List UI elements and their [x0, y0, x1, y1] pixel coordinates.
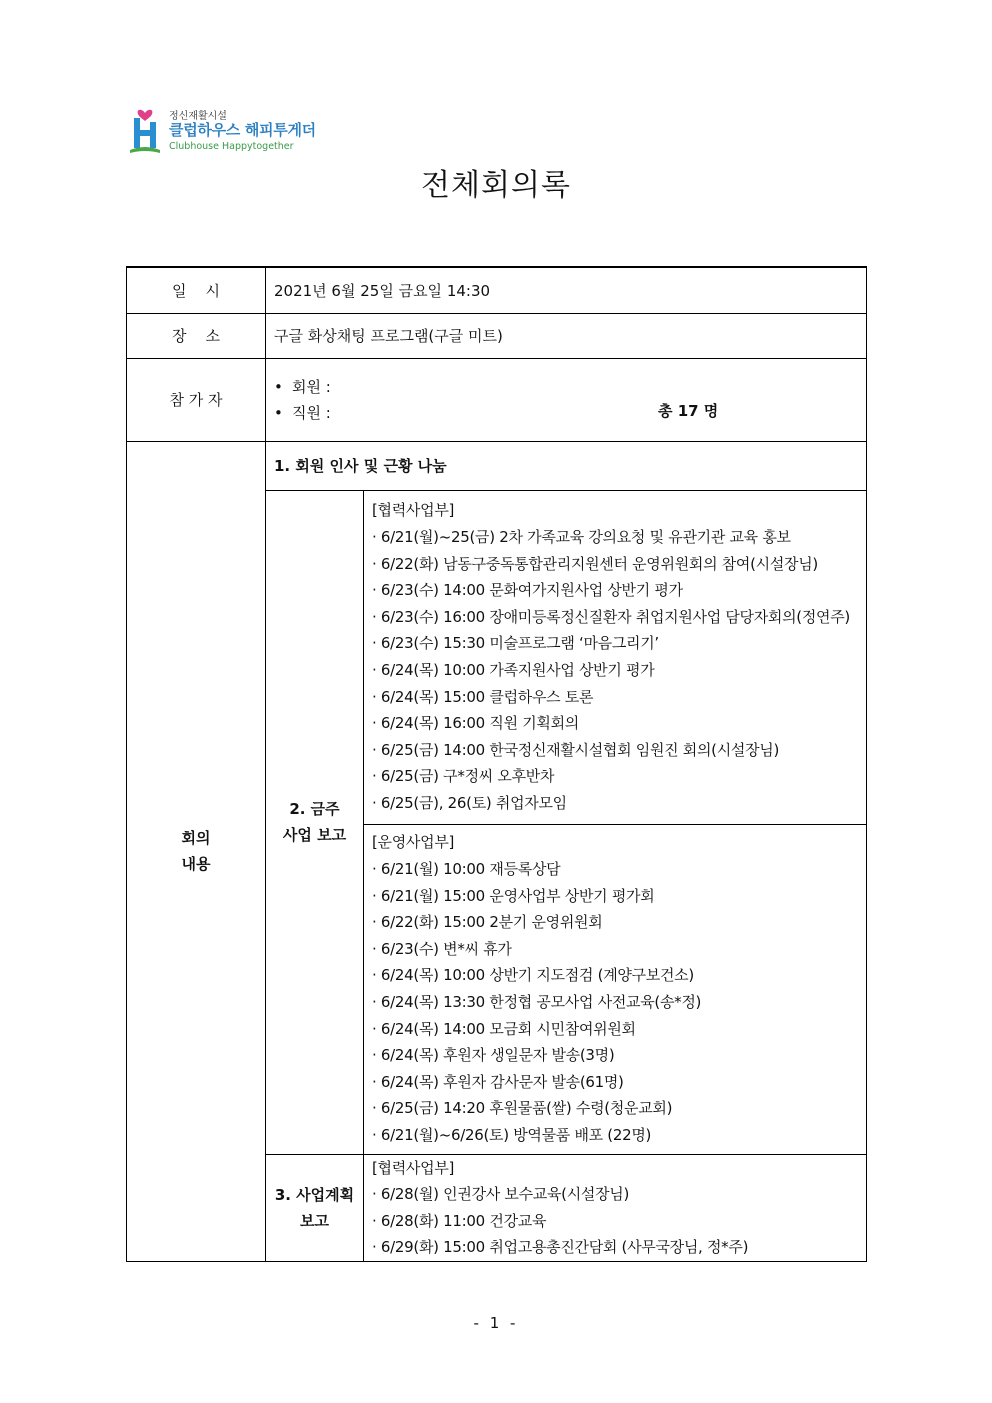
section-header: [운영사업부]: [372, 833, 455, 852]
attendees-value: [266, 358, 867, 441]
bullet-icon: •: [274, 403, 283, 422]
coop-item: · 6/21(월)~25(금) 2차 가족교육 강의요청 및 유관기관 교육 홍보: [372, 528, 791, 547]
ops-item: · 6/21(월) 10:00 재등록상담: [372, 860, 561, 879]
section-header: [협력사업부]: [372, 501, 455, 520]
date-label: [127, 267, 266, 313]
meeting-minutes-table: [126, 266, 867, 1262]
section3-label: [266, 1154, 364, 1261]
ops-item: · 6/25(금) 14:20 후원물품(쌀) 수령(청운교회): [372, 1099, 673, 1118]
coop-item: · 6/23(수) 16:00 장애미등록정신질환자 취업지원사업 담당자회의(정연주): [372, 607, 850, 626]
ops-item: · 6/24(목) 후원자 감사문자 발송(61명): [372, 1072, 624, 1091]
ops-item: · 6/24(목) 후원자 생일문자 발송(3명): [372, 1046, 615, 1065]
logo-name: 클럽하우스 해피투게더: [169, 121, 316, 139]
ops-item: · 6/22(화) 15:00 2분기 운영위원회: [372, 913, 603, 932]
ops-item: · 6/21(월) 15:00 운영사업부 상반기 평가회: [372, 886, 655, 905]
attendees-members: [274, 374, 866, 400]
meeting-label-line1: 회의: [181, 829, 211, 848]
attendees-row: [127, 358, 867, 441]
section3-label-line1: 3. 사업계획: [274, 1185, 355, 1204]
ops-item: · 6/24(목) 14:00 모금회 시민참여위원회: [372, 1019, 636, 1038]
section3-plan-list: [364, 1154, 867, 1261]
section2-label: [266, 490, 364, 1154]
staff-label: 직원 :: [292, 403, 331, 422]
place-row: [127, 313, 867, 358]
ops-item: · 6/24(목) 10:00 상반기 지도점검 (계양구보건소): [372, 966, 694, 985]
coop-item: · 6/23(수) 14:00 문화여가지원사업 상반기 평가: [372, 581, 683, 600]
meeting-content-label: [127, 441, 266, 1261]
page-number: - 1 -: [473, 1314, 519, 1332]
section1-title: 1. 회원 인사 및 근황 나눔: [266, 441, 867, 490]
coop-item: · 6/24(목) 10:00 가족지원사업 상반기 평가: [372, 661, 655, 679]
logo-english-name: Clubhouse Happytogether: [169, 141, 294, 152]
meeting-label-line2: 내용: [181, 855, 211, 874]
section2-coop-list: [364, 490, 867, 824]
plan-item: · 6/29(화) 15:00 취업고용총진간담회 (사무국장님, 정*주): [372, 1238, 749, 1257]
place-label: [127, 313, 266, 358]
members-label: 회원 :: [292, 377, 331, 396]
place-label-text: 장 소: [171, 327, 221, 345]
plan-item: · 6/28(화) 11:00 건강교육: [372, 1211, 547, 1230]
coop-item: · 6/22(화) 남동구중독통합관리지원센터 운영위원회의 참여(시설장님): [372, 554, 818, 573]
date-row: [127, 267, 867, 313]
bullet-icon: •: [274, 377, 283, 396]
date-label-text: 일 시: [171, 281, 221, 300]
coop-item: · 6/25(금), 26(토) 취업자모임: [372, 793, 567, 812]
clubhouse-logo: [128, 104, 328, 156]
section2-label-line2: 사업 보고: [282, 826, 347, 844]
section2-ops-list: [364, 824, 867, 1154]
coop-item: · 6/24(목) 16:00 직원 기획회의: [372, 714, 579, 733]
attendees-list: [274, 374, 866, 426]
section3-label-line2: 보고: [300, 1211, 329, 1230]
plan-item: · 6/28(월) 인권강사 보수교육(시설장님): [372, 1185, 630, 1204]
attendees-total: 총 17 명: [658, 401, 719, 420]
coop-item: · 6/24(목) 15:00 클럽하우스 토론: [372, 687, 594, 706]
place-value: 구글 화상채팅 프로그램(구글 미트): [266, 313, 867, 358]
ops-item: · 6/23(수) 변*씨 휴가: [372, 939, 512, 958]
coop-item: · 6/25(금) 구*정씨 오후반차: [372, 767, 555, 786]
coop-item: · 6/23(수) 15:30 미술프로그램 ‘마음그리기’: [372, 634, 659, 653]
logo-mark-icon: [128, 104, 162, 154]
attendees-staff: [274, 400, 866, 426]
attendees-label: 참 가 자: [127, 358, 266, 441]
section2-label-line1: 2. 금주: [289, 800, 340, 818]
document-title: 전체회의록: [421, 168, 571, 203]
date-value: 2021년 6월 25일 금요일 14:30: [266, 267, 867, 313]
ops-item: · 6/24(목) 13:30 한정협 공모사업 사전교육(송*정): [372, 993, 702, 1011]
section1-row: [127, 441, 867, 490]
ops-item: · 6/21(월)~6/26(토) 방역물품 배포 (22명): [372, 1125, 652, 1144]
section-header: [협력사업부]: [372, 1158, 455, 1177]
coop-item: · 6/25(금) 14:00 한국정신재활시설협회 임원진 회의(시설장님): [372, 740, 780, 759]
logo-subtitle: 정신재활시설: [169, 111, 227, 122]
